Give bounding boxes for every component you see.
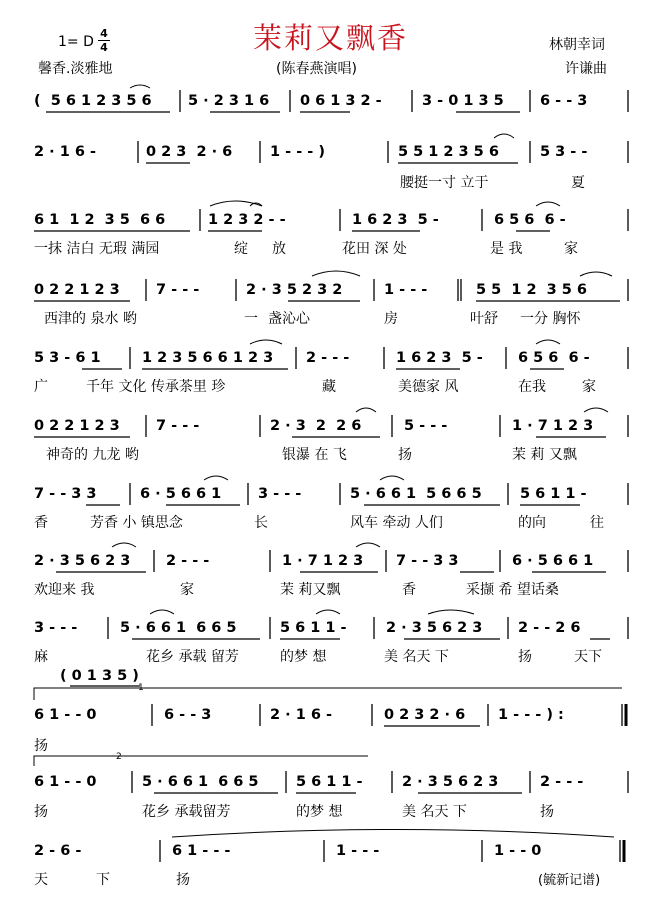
measure: 2 · 3 5 6 2 3 — [386, 620, 483, 636]
measure: 1 - - 0 — [494, 843, 542, 859]
measure: 3 - - - — [258, 486, 302, 502]
lyric: 天下 — [574, 649, 602, 665]
measure: 6 5 6 6 - — [518, 350, 590, 366]
lyric: 家 — [180, 582, 194, 598]
measure: 1 - - - — [384, 282, 428, 298]
measure: 1 6 2 3 5 - — [396, 350, 483, 366]
measure: 2 · 3 5 2 3 2 — [246, 282, 343, 298]
lyric: 花乡 承载留芳 — [142, 804, 231, 820]
measure: 0 2 2 1 2 3 — [34, 282, 120, 298]
measure: 7 - - - — [156, 418, 200, 434]
lyric: 扬 — [34, 804, 48, 820]
lyric: 家 — [564, 241, 578, 257]
barlines — [108, 90, 628, 862]
lyric: 扬 — [398, 447, 412, 463]
measure: 6 · 5 6 6 1 — [140, 486, 222, 502]
measure: 6 1 - - 0 — [34, 707, 97, 723]
measure: 5 3 - - — [540, 144, 588, 160]
measure: 0 2 2 1 2 3 — [34, 418, 120, 434]
lyric: 是 我 — [490, 241, 523, 257]
lyric: 美 名天 下 — [384, 649, 449, 665]
measure: 7 - - 3 3 — [396, 553, 459, 569]
lyric: 扬 — [34, 738, 48, 754]
measure: 5 5 1 2 3 5 6 — [398, 144, 499, 160]
volta-1-label: 1 — [138, 683, 144, 693]
measure: 5 · 6 6 1 5 6 6 5 — [350, 486, 482, 502]
key-signature: 1= D — [58, 34, 94, 50]
measure: 1 - - - ) — [270, 144, 325, 160]
lyric: 香 — [34, 515, 48, 531]
measure: 6 - - 3 — [164, 707, 212, 723]
composer: 许谦曲 — [565, 61, 607, 77]
measure: 1 - - - ) : — [498, 707, 564, 723]
lyric: 花田 深 处 — [342, 241, 407, 257]
lyric: 茉 莉又飘 — [280, 582, 341, 598]
lyric: 房 — [384, 311, 398, 327]
measure: ( 0 1 3 5 ) — [60, 668, 139, 684]
measure: 6 5 6 6 - — [494, 212, 566, 228]
measure: 1 · 7 1 2 3 — [282, 553, 364, 569]
lyric: 腰挺一寸 立于 — [400, 175, 489, 191]
measure: 1 · 7 1 2 3 — [512, 418, 594, 434]
lyricist: 林朝幸词 — [549, 37, 605, 53]
volta-2-label: 2 — [116, 752, 122, 762]
lyric: 扬 — [518, 649, 532, 665]
measure: 2 · 1 6 - — [34, 144, 96, 160]
lyric: 美德家 风 — [398, 379, 459, 395]
time-sig-top: 4 — [100, 27, 108, 40]
measure: 2 - - 2 6 — [518, 620, 581, 636]
lyric: 广 — [34, 379, 48, 395]
measure: 5 · 2 3 1 6 — [188, 93, 270, 109]
volta-brackets — [34, 688, 622, 766]
measure: 7 - - - — [156, 282, 200, 298]
measure: ( 5 6 1 2 3 5 6 — [34, 93, 152, 109]
measure: 2 · 3 5 6 2 3 — [34, 553, 131, 569]
lyric: 麻 — [34, 649, 48, 665]
lyric: 的向 — [518, 515, 546, 531]
lyric: 花乡 承载 留芳 — [146, 649, 239, 665]
measure: 5 5 1 2 3 5 6 — [476, 282, 588, 298]
lyric: 美 名天 下 — [402, 804, 467, 820]
song-title: 茉莉又飘香 — [252, 21, 408, 55]
measure: 5 - - - — [404, 418, 448, 434]
measure: 0 2 3 2 · 6 — [384, 707, 466, 723]
beams — [34, 112, 620, 793]
measure: 2 - - - — [306, 350, 350, 366]
measure: 2 - 6 - — [34, 843, 82, 859]
lyric: 西津的 泉水 哟 — [44, 311, 137, 327]
lyric: 扬 — [540, 804, 554, 820]
lyric: 天 — [34, 872, 48, 888]
measure: 2 · 1 6 - — [270, 707, 332, 723]
lyric: 一分 胸怀 — [520, 311, 581, 327]
measure: 5 · 6 6 1 6 6 5 — [142, 774, 259, 790]
lyric: 扬 — [176, 872, 190, 888]
measure: 5 6 1 1 - — [280, 620, 347, 636]
lyric: 芳香 小 镇思念 — [90, 515, 183, 531]
measure: 7 - - 3 3 — [34, 486, 97, 502]
measure: 2 · 3 5 6 2 3 — [402, 774, 499, 790]
measure: 2 · 3 2 2 6 — [270, 418, 362, 434]
measure: 5 6 1 1 - — [296, 774, 363, 790]
lyric: 香 — [402, 582, 416, 598]
measure: 2 - - - — [540, 774, 584, 790]
measure: 1 2 3 5 6 6 1 2 3 — [142, 350, 274, 366]
lyric: 的梦 想 — [280, 649, 327, 665]
measure: 1 2 3 2 - - — [208, 212, 286, 228]
measure: 6 · 5 6 6 1 — [512, 553, 594, 569]
lyric: 夏 — [571, 175, 585, 191]
measure: 1 6 2 3 5 - — [352, 212, 439, 228]
measure: 5 · 6 6 1 6 6 5 — [120, 620, 237, 636]
lyric: 一抹 洁白 无瑕 满园 — [34, 241, 160, 257]
lyric: 放 — [272, 241, 286, 257]
lyric: 一 — [244, 311, 258, 327]
lyric: 采撷 希 望话桑 — [466, 582, 559, 598]
lyric: 茉 莉 又飘 — [512, 447, 577, 463]
lyric: 长 — [254, 515, 268, 531]
lyric: 盏沁心 — [268, 311, 310, 327]
measure: 0 6 1 3 2 - — [300, 93, 382, 109]
singer: (陈春燕演唱) — [276, 61, 357, 77]
measure: 5 3 - 6 1 — [34, 350, 101, 366]
lyric: 神奇的 九龙 哟 — [46, 447, 139, 463]
measure: 6 1 1 2 3 5 6 6 — [34, 212, 166, 228]
lyric: 叶舒 — [470, 311, 498, 327]
slurs — [112, 85, 614, 837]
lyric: 的梦 想 — [296, 804, 343, 820]
lyric: 下 — [96, 872, 110, 888]
measure: 5 6 1 1 - — [520, 486, 587, 502]
lyric: 绽 — [234, 241, 248, 257]
measure: 2 - - - — [166, 553, 210, 569]
performance-style: 馨香.淡雅地 — [38, 61, 113, 77]
measure: 3 - - - — [34, 620, 78, 636]
measure: 3 - 0 1 3 5 — [422, 93, 504, 109]
lyric: 家 — [582, 379, 596, 395]
transcriber-credit: (毓新记谱) — [538, 873, 601, 888]
measure: 1 - - - — [336, 843, 380, 859]
lyric: 风车 牵动 人们 — [350, 515, 443, 531]
lyric: 千年 文化 传承茶里 珍 — [86, 379, 226, 395]
lyric: 银瀑 在 飞 — [282, 447, 347, 463]
lyric: 在我 — [518, 379, 546, 395]
measure: 6 1 - - - — [172, 843, 231, 859]
measure: 6 - - 3 — [540, 93, 588, 109]
measure: 0 2 3 2 · 6 — [146, 144, 233, 160]
lyric: 藏 — [322, 379, 336, 395]
time-sig-bottom: 4 — [100, 41, 108, 54]
lyric: 欢迎来 我 — [34, 582, 95, 598]
lyric: 往 — [590, 515, 604, 531]
measure: 6 1 - - 0 — [34, 774, 97, 790]
